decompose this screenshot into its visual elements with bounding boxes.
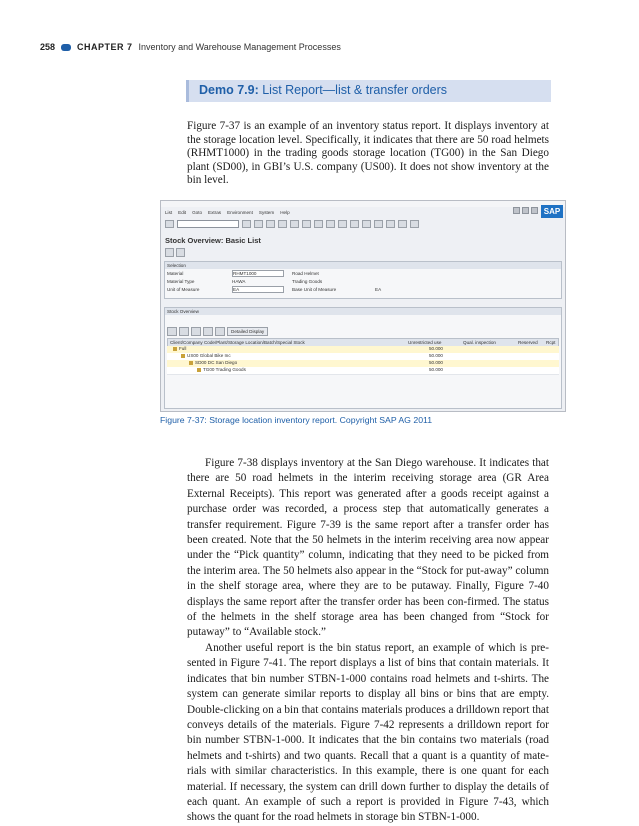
col-reserved: Reserved — [518, 340, 538, 345]
prev-page-icon[interactable] — [338, 220, 347, 228]
material-description: Road Helmet — [292, 271, 319, 276]
menu-help[interactable]: Help — [280, 209, 290, 215]
execute-icon[interactable] — [165, 248, 174, 257]
collapse-icon[interactable] — [179, 327, 189, 336]
figure-caption: Figure 7-37: Storage location inventory report. Copyright SAP AG 2011 — [160, 415, 433, 425]
window-buttons — [513, 207, 538, 214]
running-header — [40, 42, 341, 52]
menu-environment[interactable]: Environment — [227, 209, 253, 215]
filter-icon[interactable] — [203, 327, 213, 336]
body-paragraph-1: Figure 7-38 displays inventory at the San Diego warehouse. It indicates that there are 50 road helmets in the interim receiving storage area (GR Area External Receipts). This report was generated after a goods receipt against a purchase order was recorded, a process step that automatically generates a transfer requirement. Figure 7-39 is the same report after a transfer order has been created. Note that the 50 helmets in the interim receiving area now appear under the “Pick quantity” column, indicating that they need to be picked from the interim area. The 50 helmets also appear in the “Stock for put-away” column in the shelf storage area, where they are to be putaway. Finally, Figure 7-40 displays the same report after the transfer order has been con-firmed. The status of the helmets in the shelf storage area has been changed from “Stock for putaway” to “Available stock.” — [187, 457, 549, 639]
screen-title: Stock Overview: Basic List — [165, 236, 261, 245]
col-rcpt-res: Rcpt — [546, 340, 556, 345]
chapter-title: Inventory and Warehouse Management Processes — [138, 42, 341, 52]
table-row[interactable]: SD00 DC San Diego 50.000 — [167, 360, 559, 368]
selection-group — [164, 261, 562, 299]
full-node-icon — [173, 347, 177, 351]
col-hierarchy: Client/Company Code/Plant/Storage Location/Batch/Special Stock — [170, 340, 305, 345]
stock-overview-group — [164, 307, 562, 409]
new-session-icon[interactable] — [374, 220, 383, 228]
page-number: 258 — [40, 42, 56, 52]
demo-title: List Report—list & transfer orders — [262, 83, 448, 97]
uom-row — [167, 286, 563, 293]
demo-label: Demo 7.9: — [199, 83, 259, 97]
chapter-label: CHAPTER 7 — [77, 42, 133, 52]
selection-title: Selection — [165, 262, 561, 269]
find-icon[interactable] — [302, 220, 311, 228]
settings-icon[interactable] — [176, 248, 185, 257]
intro-paragraph: Figure 7-37 is an example of an inventory status report. It displays inventory at the storage location level. Specifically, it indicates that there are 50 road helmets (RHMT1000) in the trading goods storage location (TG00) in the San Diego plant (SD00), in GBI’s U.S. company (US00). It does not show inventory at the bin level. — [187, 120, 549, 187]
command-field[interactable] — [177, 220, 239, 228]
back-icon[interactable] — [254, 220, 263, 228]
menu-list[interactable]: List — [165, 209, 173, 215]
sort-icon[interactable] — [191, 327, 201, 336]
app-toolbar — [165, 248, 185, 257]
material-type-value: HAWA — [232, 279, 246, 284]
col-qual-inspection: Qual. inspection — [463, 340, 496, 345]
sap-standard-toolbar — [165, 219, 561, 229]
material-type-description: Trading Goods — [292, 279, 323, 284]
maximize-icon[interactable] — [522, 207, 529, 214]
cancel-icon[interactable] — [278, 220, 287, 228]
save-icon[interactable] — [242, 220, 251, 228]
menu-edit[interactable]: Edit — [178, 209, 187, 215]
table-row[interactable]: US00 Global Bike Inc 50.000 — [167, 353, 559, 361]
next-page-icon[interactable] — [350, 220, 359, 228]
sap-logo: SAP — [541, 205, 563, 218]
enter-icon[interactable] — [165, 220, 174, 228]
print-icon[interactable] — [290, 220, 299, 228]
help-icon[interactable] — [398, 220, 407, 228]
base-uom-value: EA — [375, 287, 382, 292]
material-type-row — [167, 278, 563, 285]
stock-overview-title: Stock Overview — [165, 308, 561, 315]
storage-location-icon — [197, 368, 201, 372]
shortcut-icon[interactable] — [386, 220, 395, 228]
sap-menubar — [165, 208, 525, 216]
base-uom-label: Base Unit of Measure — [292, 287, 337, 292]
table-row[interactable]: Full 50.000 — [167, 346, 559, 354]
sap-screenshot — [160, 200, 566, 412]
detailed-display-button[interactable]: Detailed Display — [227, 327, 268, 336]
close-icon[interactable] — [531, 207, 538, 214]
col-unrestricted: Unrestricted use — [408, 340, 442, 345]
menu-extras[interactable]: Extras — [208, 209, 222, 215]
body-paragraph-2: Another useful report is the bin status report, an example of which is pre-sented in Figure 7-41. The report displays a list of bins that contain materials. It indicates that bin number STBN-1-000 contains road helmets and t-shirts. The system can generate similar reports to display all bins or bins that are empty. Double-clicking on a bin that contains materials produces a drilldown report that conveys details of the materials. Figure 7-42 represents a drilldown report for bin number STBN-1-000. It indicates that the bin contains two materials (road helmets and t-shirts) and two quants. Recall that a quant is a quantity of mate-rials with similar characteristics. In this example, there is one quant for each material. If necessary, the system can drill down further to display the details of each quant. An example of such a report is provided in Figure 7-43, which shows the quant for the road helmets in storage bin STBN-1-000. — [187, 641, 549, 824]
menu-goto[interactable]: Goto — [192, 209, 203, 215]
menu-system[interactable]: System — [258, 209, 275, 215]
first-page-icon[interactable] — [326, 220, 335, 228]
find-next-icon[interactable] — [314, 220, 323, 228]
layout-icon[interactable] — [410, 220, 419, 228]
uom-label: Unit of Measure — [167, 287, 200, 292]
material-field[interactable]: RHMT1000 — [232, 270, 284, 277]
body-text — [187, 456, 549, 826]
plant-node-icon — [189, 361, 193, 365]
uom-field[interactable]: EA — [232, 286, 284, 293]
material-row — [167, 270, 563, 277]
exit-icon[interactable] — [266, 220, 275, 228]
minimize-icon[interactable] — [513, 207, 520, 214]
sum-icon[interactable] — [215, 327, 225, 336]
material-type-label: Material Type — [167, 279, 195, 284]
company-node-icon — [181, 354, 185, 358]
chapter-marker-icon — [61, 44, 71, 51]
demo-box — [186, 80, 551, 102]
material-label: Material — [167, 271, 184, 276]
last-page-icon[interactable] — [362, 220, 371, 228]
table-row[interactable]: TG00 Trading Goods 50.000 — [167, 367, 559, 375]
overview-toolbar — [167, 327, 268, 336]
expand-icon[interactable] — [167, 327, 177, 336]
